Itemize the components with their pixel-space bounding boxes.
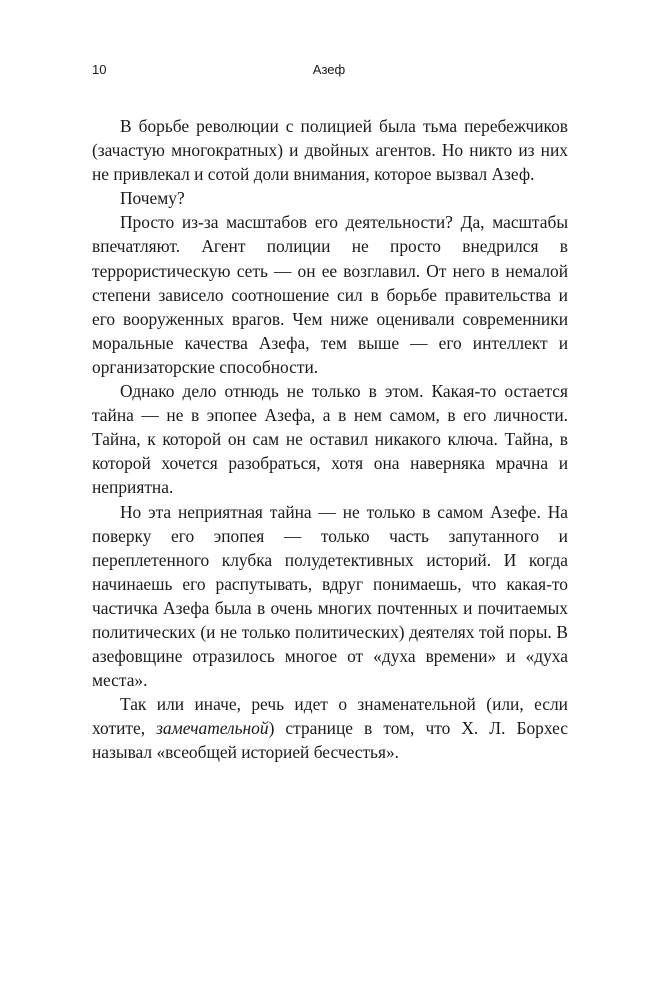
emphasis-text: замечательной xyxy=(156,718,269,739)
running-header xyxy=(92,62,566,82)
paragraph: Но эта неприятная тайна — не только в самом Азефе. На поверку его эпопея — только часть запутанного и переплетенного клубка полудетективных историй. И когда начинаешь его распутывать, вдруг понимаешь, что какая-то частичка Азефа была в очень многих почтенных и почитаемых политических (и не только политических) деятелях той поры. В азефовщине отразилось многое от «духа времени» и «духа места». xyxy=(92,501,568,691)
paragraph-text: ) странице в том, что Х. Л. Борхес называл «всеобщей историей бесчестья». xyxy=(92,718,569,763)
paragraph: В борьбе революции с полицией была тьма перебежчиков (зачастую многократных) и двойных агентов. Но никто из них не привлекал и сотой доли внимания, которое вызвал Азеф. xyxy=(92,116,568,185)
paragraph xyxy=(92,692,568,764)
page-number: 10 xyxy=(92,62,107,77)
paragraph: Почему? xyxy=(120,188,185,209)
running-title: Азеф xyxy=(312,62,346,77)
paragraph-text: Так или иначе, речь идет о знаменательной (или, если хотите, xyxy=(92,694,568,739)
paragraph: Просто из-за масштабов его деятельности? Да, масштабы впечатляют. Агент полиции не просто внедрился в террористическую сеть — он ее возглавил. От него в немалой степени зависело соотношение сил в борьбе правительства и его вооруженных врагов. Чем ниже оценивали современники моральные качества Азефа, тем выше — его интеллект и организаторские способности. xyxy=(92,212,568,377)
paragraph: Однако дело отнюдь не только в этом. Какая-то остается тайна — не в эпопее Азефа, а в нем самом, в его личности. Тайна, к которой он сам не оставил никакого ключа. Тайна, в которой хочется разобраться, хотя она наверняка мрачна и неприятна. xyxy=(92,381,568,498)
text-body xyxy=(92,114,568,765)
